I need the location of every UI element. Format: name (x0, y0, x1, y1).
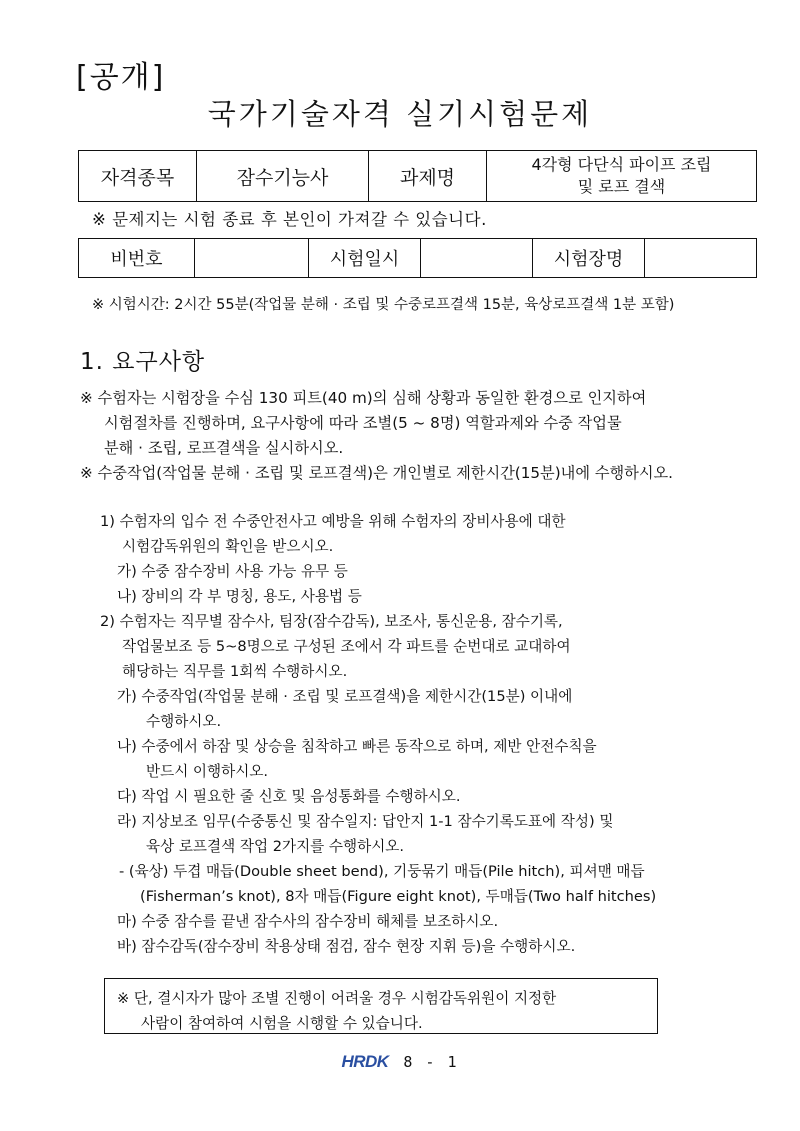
qualification-table (78, 150, 757, 202)
task-line-1: 4각형 다단식 파이프 조립 (531, 155, 712, 174)
list-item: 마) 수중 잠수를 끝낸 잠수사의 잠수장비 해체를 보조하시오. (117, 913, 499, 930)
list-item: 나) 수중에서 하잠 및 상승을 침착하고 빠른 동작으로 하며, 제반 안전수칙을 (117, 738, 597, 755)
list-item: 가) 수중 잠수장비 사용 가능 유무 등 (117, 563, 348, 580)
list-item: 수행하시오. (146, 713, 222, 730)
label-category: 자격종목 (79, 151, 197, 202)
boxed-note (104, 978, 658, 1034)
section-title: 1. 요구사항 (80, 349, 206, 375)
list-item: 바) 잠수감독(잠수장비 착용상태 점검, 잠수 현장 지휘 등)을 수행하시오. (117, 938, 576, 955)
take-home-note: ※ 문제지는 시험 종료 후 본인이 가져갈 수 있습니다. (92, 210, 487, 229)
boxed-note-line: 사람이 참여하여 시험을 시행할 수 있습니다. (141, 1015, 423, 1032)
value-task (487, 151, 757, 202)
document-tag: [공개] (76, 60, 166, 95)
requirement-line: 분해 · 조립, 로프결색을 실시하시오. (104, 439, 344, 457)
list-item: 가) 수중작업(작업물 분해 · 조립 및 로프결색)을 제한시간(15분) 이내에 (117, 688, 573, 705)
requirement-line: ※ 수중작업(작업물 분해 · 조립 및 로프결색)은 개인별로 제한시간(15분)내에 수행하시오. (80, 464, 674, 482)
boxed-note-line: ※ 단, 결시자가 많아 조별 진행이 어려울 경우 시험감독위원이 지정한 (117, 990, 557, 1007)
value-venue[interactable] (645, 239, 757, 278)
requirement-items (100, 509, 656, 959)
requirement-line: ※ 수험자는 시험장을 수심 130 피트(40 m)의 심해 상황과 동일한 환경으로 인지하여 (80, 389, 647, 407)
label-code: 비번호 (79, 239, 195, 278)
list-item: - (육상) 두겹 매듭(Double sheet bend), 기둥묶기 매듭(Pile hitch), 피셔맨 매듭 (119, 863, 645, 880)
hrdk-logo: HRDK (341, 1052, 389, 1071)
page-number: 8 - 1 (403, 1053, 459, 1071)
label-venue: 시험장명 (533, 239, 645, 278)
list-item: 나) 장비의 각 부 명칭, 용도, 사용법 등 (117, 588, 362, 605)
label-datetime: 시험일시 (309, 239, 421, 278)
value-datetime[interactable] (421, 239, 533, 278)
exam-time-note: ※ 시험시간: 2시간 55분(작업물 분해 · 조립 및 수중로프결색 15분, 육상로프결색 1분 포함) (92, 297, 675, 313)
list-item: 시험감독위원의 확인을 받으시오. (122, 538, 334, 555)
list-item: (Fisherman’s knot), 8자 매듭(Figure eight knot), 두매듭(Two half hitches) (140, 888, 657, 905)
list-item: 2) 수험자는 직무별 잠수사, 팀장(잠수감독), 보조사, 통신운용, 잠수기록, (100, 613, 563, 630)
page-footer (0, 1052, 800, 1072)
document-title: 국가기술자격 실기시험문제 (207, 97, 593, 131)
label-task: 과제명 (369, 151, 487, 202)
requirement-line: 시험절차를 진행하며, 요구사항에 따라 조별(5 ~ 8명) 역할과제와 수중 작업물 (104, 414, 622, 432)
list-item: 반드시 이행하시오. (146, 763, 269, 780)
list-item: 라) 지상보조 임무(수중통신 및 잠수일지: 답안지 1-1 잠수기록도표에 작성) 및 (117, 813, 614, 830)
exam-info-table (78, 238, 757, 278)
value-category: 잠수기능사 (197, 151, 369, 202)
list-item: 해당하는 직무를 1회씩 수행하시오. (122, 663, 348, 680)
list-item: 다) 작업 시 필요한 줄 신호 및 음성통화를 수행하시오. (117, 788, 461, 805)
task-line-2: 및 로프 결색 (577, 177, 666, 196)
list-item: 1) 수험자의 입수 전 수중안전사고 예방을 위해 수험자의 장비사용에 대한 (100, 513, 566, 530)
list-item: 육상 로프결색 작업 2가지를 수행하시오. (146, 838, 405, 855)
list-item: 작업물보조 등 5~8명으로 구성된 조에서 각 파트를 순번대로 교대하여 (122, 638, 571, 655)
value-code[interactable] (195, 239, 309, 278)
requirements (80, 386, 673, 486)
